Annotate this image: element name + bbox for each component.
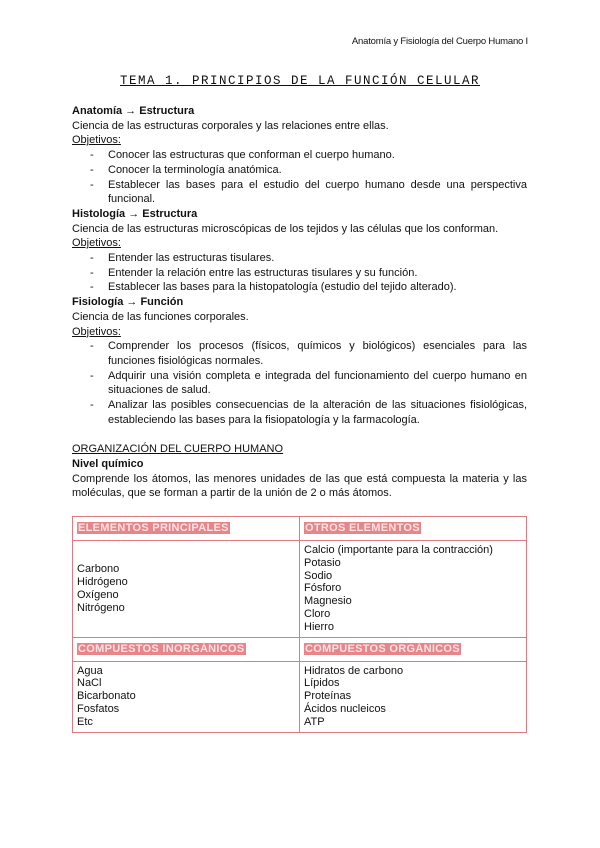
cell-line: Magnesio — [304, 595, 352, 608]
cell-line: Proteínas — [304, 690, 352, 703]
cell-line: Sodio — [304, 569, 333, 582]
section-title: ORGANIZACIÓN DEL CUERPO HUMANO — [72, 443, 284, 456]
subsection-heading: Nivel químico — [72, 457, 144, 470]
col-header: COMPUESTOS INORGÁNICOS — [78, 642, 245, 655]
section-heading: Anatomía → Estructura — [72, 105, 195, 117]
objectives-list — [72, 251, 527, 295]
elements-table — [72, 516, 527, 733]
objectives-list — [72, 148, 527, 207]
cell-other-elements — [300, 541, 527, 638]
cell-line: Cloro — [304, 607, 331, 620]
running-header: Anatomía y Fisiología del Cuerpo Humano I — [351, 36, 528, 47]
list-item: - Establecer las bases para la histopatología (estudio del tejido alterado). — [72, 280, 527, 295]
objectives-label: Objetivos: — [72, 134, 121, 147]
list-item: - Analizar las posibles consecuencias de la alteración de las situaciones fisiológicas, estableciendo las bases para la fisiopatología y la farmacología. — [72, 398, 527, 427]
section-description: Ciencia de las estructuras corporales y las relaciones entre ellas. — [72, 119, 389, 132]
cell-line: Potasio — [304, 556, 341, 569]
cell-line: Oxígeno — [77, 588, 119, 601]
page-title: TEMA 1. PRINCIPIOS DE LA FUNCIÓN CELULAR — [119, 74, 481, 88]
cell-line: Etc — [77, 715, 93, 728]
section-description: Ciencia de las estructuras microscópicas de los tejidos y las células que los conforman. — [72, 222, 499, 235]
cell-inorganic — [73, 661, 300, 732]
list-item: - Conocer las estructuras que conforman el cuerpo humano. — [72, 148, 527, 163]
list-item: - Comprender los procesos (físicos, químicos y biológicos) esenciales para las funciones fisiológicas normales. — [72, 339, 527, 368]
section-heading: Histología → Estructura — [72, 207, 198, 220]
cell-line: Lípidos — [304, 677, 340, 690]
cell-line: Fosfatos — [77, 702, 120, 715]
cell-organic — [300, 661, 527, 732]
col-header: ELEMENTOS PRINCIPALES — [78, 522, 229, 535]
list-item: - Entender la relación entre las estructuras tisulares y su función. — [72, 266, 527, 281]
cell-line: Ácidos nucleicos — [304, 702, 386, 715]
cell-line: Hierro — [304, 620, 334, 633]
objectives-label: Objetivos: — [72, 237, 121, 250]
cell-line: Fósforo — [304, 582, 342, 595]
objectives-label: Objetivos: — [72, 325, 121, 338]
objectives-list — [72, 339, 527, 427]
cell-line: ATP — [304, 715, 325, 728]
cell-line: NaCl — [77, 677, 102, 690]
body-content — [72, 104, 527, 501]
section-description: Ciencia de las funciones corporales. — [72, 310, 249, 323]
list-item: - Conocer la terminología anatómica. — [72, 163, 527, 178]
paragraph: Comprende los átomos, las menores unidades de las que está compuesta la materia y las moléculas, que se forman a partir de la unión de 2 o más átomos. — [72, 472, 527, 500]
cell-line: Calcio (importante para la contracción) — [304, 544, 493, 556]
section-heading: Fisiología → Función — [72, 296, 184, 309]
cell-line: Nitrógeno — [77, 601, 125, 614]
cell-line: Carbono — [77, 563, 120, 576]
cell-line: Hidrógeno — [77, 575, 128, 588]
cell-line: Hidratos de carbono — [304, 664, 404, 677]
list-item: - Entender las estructuras tisulares. — [72, 251, 527, 266]
list-item: - Establecer las bases para el estudio del cuerpo humano desde una perspectiva funcional. — [72, 178, 527, 207]
list-item: - Adquirir una visión completa e integrada del funcionamiento del cuerpo humano en situaciones de salud. — [72, 369, 527, 398]
col-header: OTROS ELEMENTOS — [305, 522, 420, 535]
cell-line: Bicarbonato — [77, 690, 136, 703]
cell-line: Agua — [77, 664, 103, 677]
col-header: COMPUESTOS ORGÁNICOS — [305, 642, 460, 655]
cell-main-elements — [73, 541, 300, 638]
